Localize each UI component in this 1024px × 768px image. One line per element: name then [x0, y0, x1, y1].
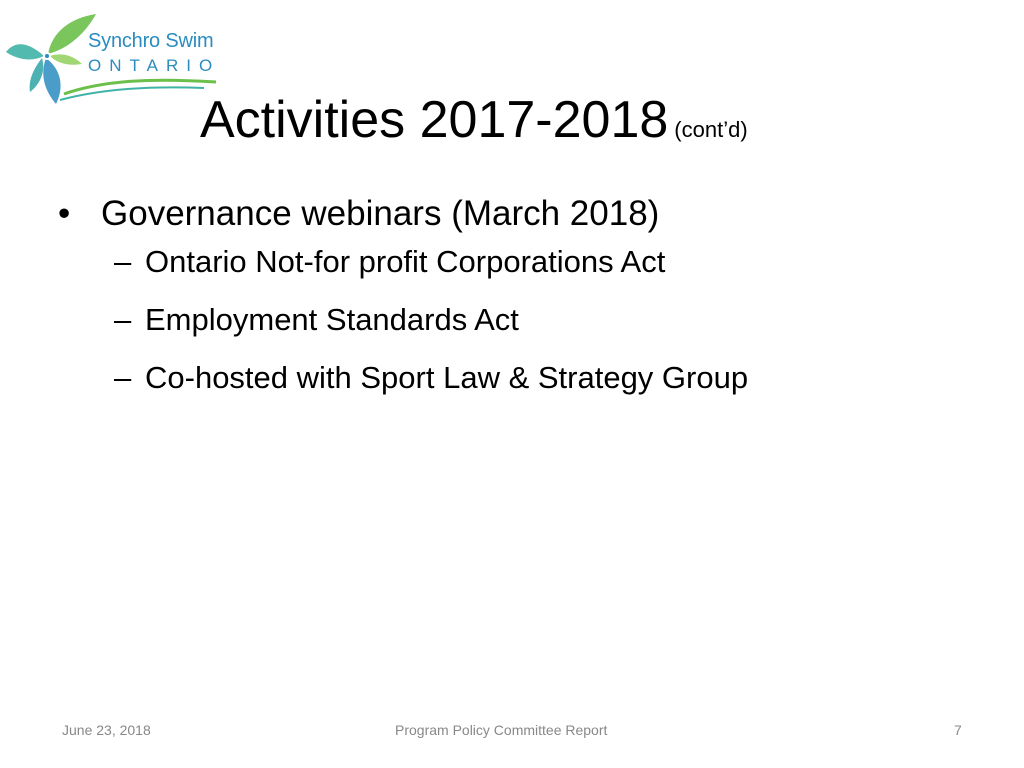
sub-bullet-text: Ontario Not-for profit Corporations Act [145, 244, 666, 279]
synchro-swim-ontario-logo [4, 8, 221, 108]
sub-bullet-text: Co-hosted with Sport Law & Strategy Group [145, 360, 749, 395]
dash-icon: – [114, 302, 132, 337]
logo-text-line1: Synchro Swim [88, 30, 214, 52]
slide-title-text: Activities 2017-2018 [200, 91, 669, 149]
logo-text-line2: ONTARIO [88, 56, 221, 75]
dash-icon: – [114, 360, 132, 395]
bullet-text: Governance webinars (March 2018) [101, 194, 660, 233]
sub-bullet-text: Employment Standards Act [145, 302, 519, 337]
slide-title [200, 88, 748, 162]
footer-title: Program Policy Committee Report [395, 722, 608, 738]
dash-icon: – [114, 244, 132, 279]
bullet-dot-icon: • [58, 194, 71, 233]
footer-date: June 23, 2018 [62, 722, 151, 738]
slide-title-suffix: (cont’d) [674, 117, 748, 142]
footer-page-number: 7 [954, 722, 962, 738]
